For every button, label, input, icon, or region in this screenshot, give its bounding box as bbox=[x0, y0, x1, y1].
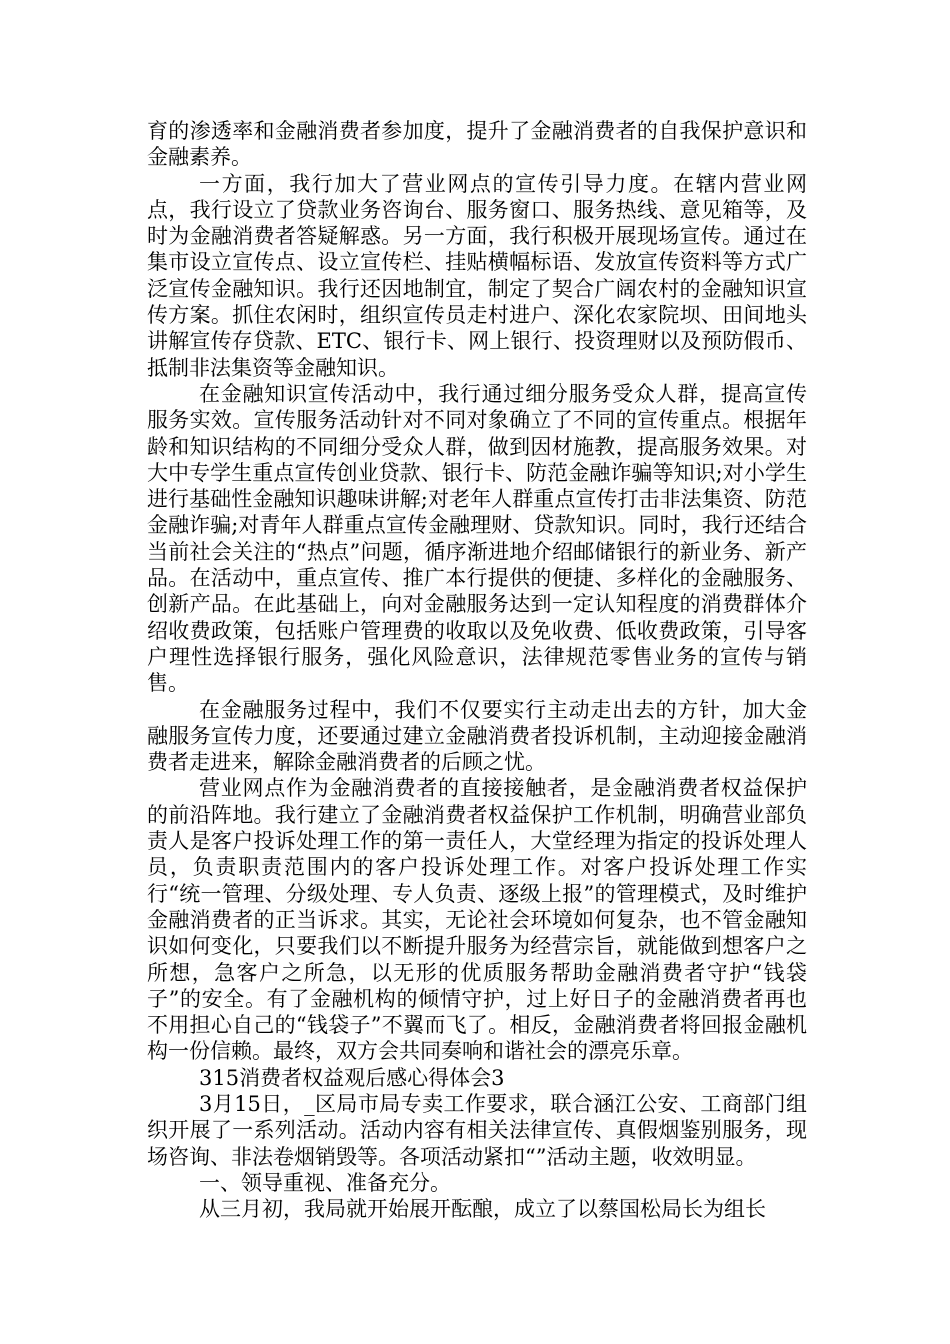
paragraph-preparation: 从三月初，我局就开始展开酝酿，成立了以蔡国松局长为组长 bbox=[199, 1197, 766, 1222]
paragraph-march-15-activities: 3月15日，_区局市局专卖工作要求，联合涵江公安、工商部门组织开展了一系列活动。活动内容有相关法律宣传、真假烟鉴别服务，现场咨询、非法卷烟销毁等。各项活动紧扣“”活动主题，收效明显。 bbox=[147, 1091, 807, 1169]
subheading-leadership: 一、领导重视、准备充分。 bbox=[199, 1170, 451, 1195]
section-heading: 315消费者权益观后感心得体会3 bbox=[199, 1065, 505, 1090]
paragraph-outlet-publicity: 一方面，我行加大了营业网点的宣传引导力度。在辖内营业网点，我行设立了贷款业务咨询台、服务窗口、服务热线、意见箱等，及时为金融消费者答疑解惑。另一方面，我行积极开展现场宣传。通过在集市设立宣传点、设立宣传栏、挂贴横幅标语、发放宣传资料等方式广泛宣传金融知识。我行还因地制宜，制定了契合广阔农村的金融知识宣传方案。抓住农闲时，组织宣传员走村进户、深化农家院坝、田间地头讲解宣传存贷款、ETC、银行卡、网上银行、投资理财以及预防假币、抵制非法集资等金融知识。 bbox=[147, 171, 807, 380]
document-page bbox=[147, 118, 807, 1222]
paragraph-continuation: 育的渗透率和金融消费者参加度，提升了金融消费者的自我保护意识和金融素养。 bbox=[147, 119, 807, 170]
paragraph-complaint-mechanism: 在金融服务过程中，我们不仅要实行主动走出去的方针，加大金融服务宣传力度，还要通过建立金融消费者投诉机制，主动迎接金融消费者走进来，解除金融消费者的后顾之忧。 bbox=[147, 697, 807, 775]
paragraph-targeted-education: 在金融知识宣传活动中，我行通过细分服务受众人群，提高宣传服务实效。宣传服务活动针对不同对象确立了不同的宣传重点。根据年龄和知识结构的不同细分受众人群，做到因材施教，提高服务效果。对大中专学生重点宣传创业贷款、银行卡、防范金融诈骗等知识;对小学生进行基础性金融知识趣味讲解;对老年人群重点宣传打击非法集资、防范金融诈骗;对青年人群重点宣传金融理财、贷款知识。同时，我行还结合当前社会关注的“热点”问题，循序渐进地介绍邮储银行的新业务、新产品。在活动中，重点宣传、推广本行提供的便捷、多样化的金融服务、创新产品。在此基础上，向对金融服务达到一定认知程度的消费群体介绍收费政策，包括账户管理费的收取以及免收费、低收费政策，引导客户理性选择银行服务，强化风险意识，法律规范零售业务的宣传与销售。 bbox=[147, 381, 807, 696]
paragraph-consumer-protection: 营业网点作为金融消费者的直接接触者，是金融消费者权益保护的前沿阵地。我行建立了金融消费者权益保护工作机制，明确营业部负责人是客户投诉处理工作的第一责任人，大堂经理为指定的投诉处理人员，负责职责范围内的客户投诉处理工作。对客户投诉处理工作实行“统一管理、分级处理、专人负责、逐级上报”的管理模式，及时维护金融消费者的正当诉求。其实，无论社会环境如何复杂，也不管金融知识如何变化，只要我们以不断提升服务为经营宗旨，就能做到想客户之所想，急客户之所急，以无形的优质服务帮助金融消费者守护“钱袋子”的安全。有了金融机构的倾情守护，过上好日子的金融消费者再也不用担心自己的“钱袋子”不翼而飞了。相反，金融消费者将回报金融机构一份信赖。最终，双方会共同奏响和谐社会的漂亮乐章。 bbox=[147, 776, 807, 1064]
